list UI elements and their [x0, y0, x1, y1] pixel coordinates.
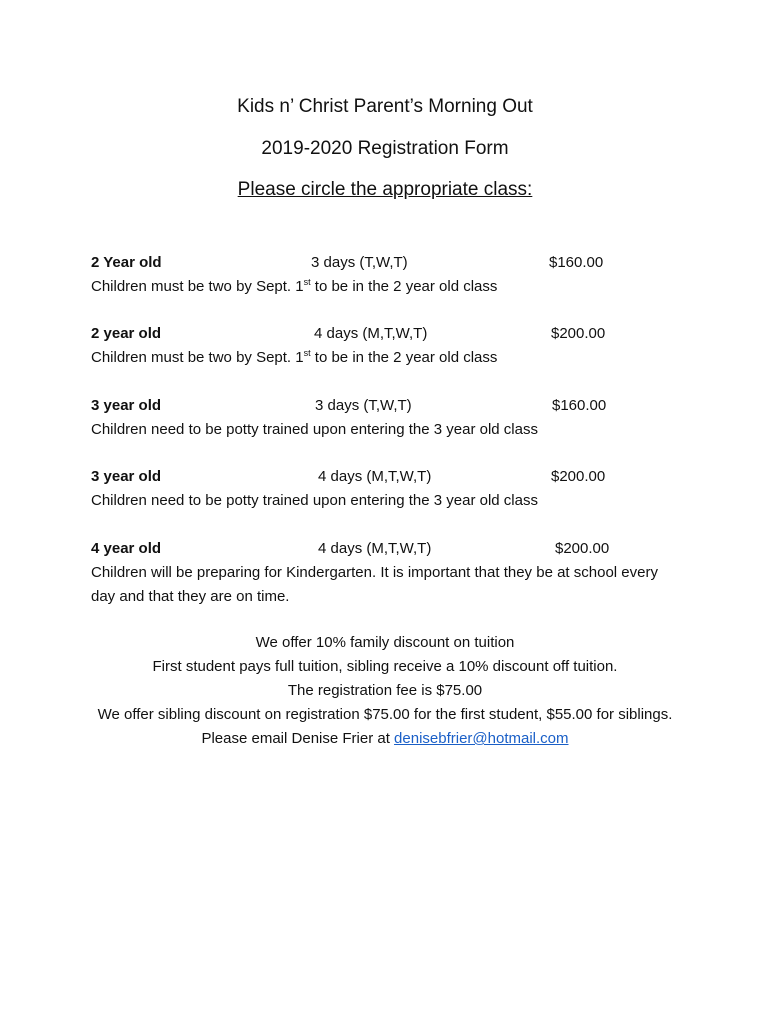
- class-note: Children need to be potty trained upon entering the 3 year old class: [91, 492, 538, 509]
- class-name: 4 year old: [91, 540, 162, 557]
- class-note: Children must be two by Sept. 1st to be in the 2 year old class: [91, 277, 498, 295]
- class-price: $200.00: [551, 325, 606, 342]
- email-link[interactable]: denisebfrier@hotmail.com: [394, 730, 569, 747]
- form-subtitle: 2019-2020 Registration Form: [261, 138, 509, 159]
- class-name: 3 year old: [91, 468, 162, 485]
- sibling-tuition-text: First student pays full tuition, sibling receive a 10% discount off tuition.: [152, 658, 618, 675]
- class-days: 4 days (M,T,W,T): [318, 468, 432, 485]
- class-price: $200.00: [555, 540, 610, 557]
- class-price: $160.00: [549, 254, 604, 271]
- class-name: 2 year old: [91, 325, 162, 342]
- class-option-5[interactable]: [91, 537, 691, 609]
- class-option-2[interactable]: [91, 322, 691, 370]
- contact-prefix: Please email Denise Frier at: [201, 730, 395, 747]
- registration-fee-text: The registration fee is $75.00: [287, 682, 483, 699]
- form-title: Kids n’ Christ Parent’s Morning Out: [237, 96, 533, 117]
- class-price: $160.00: [552, 397, 607, 414]
- class-note: Children must be two by Sept. 1st to be in the 2 year old class: [91, 348, 498, 366]
- form-instruction: Please circle the appropriate class:: [237, 179, 533, 200]
- class-name: 3 year old: [91, 397, 162, 414]
- class-days: 4 days (M,T,W,T): [318, 540, 432, 557]
- class-option-1[interactable]: [91, 251, 691, 299]
- contact-line: [90, 727, 680, 751]
- class-days: 4 days (M,T,W,T): [314, 325, 428, 342]
- class-option-4[interactable]: [91, 465, 691, 513]
- class-name: 2 Year old: [91, 254, 162, 271]
- sibling-registration-text: We offer sibling discount on registration $75.00 for the first student, $55.00 for siblings.: [97, 706, 673, 723]
- class-days: 3 days (T,W,T): [311, 254, 408, 271]
- family-discount-text: We offer 10% family discount on tuition: [255, 634, 515, 651]
- tuition-info: [90, 631, 680, 751]
- class-note: Children will be preparing for Kindergarten. It is important that they be at school every day and that they are on time.: [91, 564, 658, 605]
- class-days: 3 days (T,W,T): [315, 397, 412, 414]
- class-option-3[interactable]: [91, 394, 691, 442]
- class-note: Children need to be potty trained upon entering the 3 year old class: [91, 421, 538, 438]
- class-price: $200.00: [551, 468, 606, 485]
